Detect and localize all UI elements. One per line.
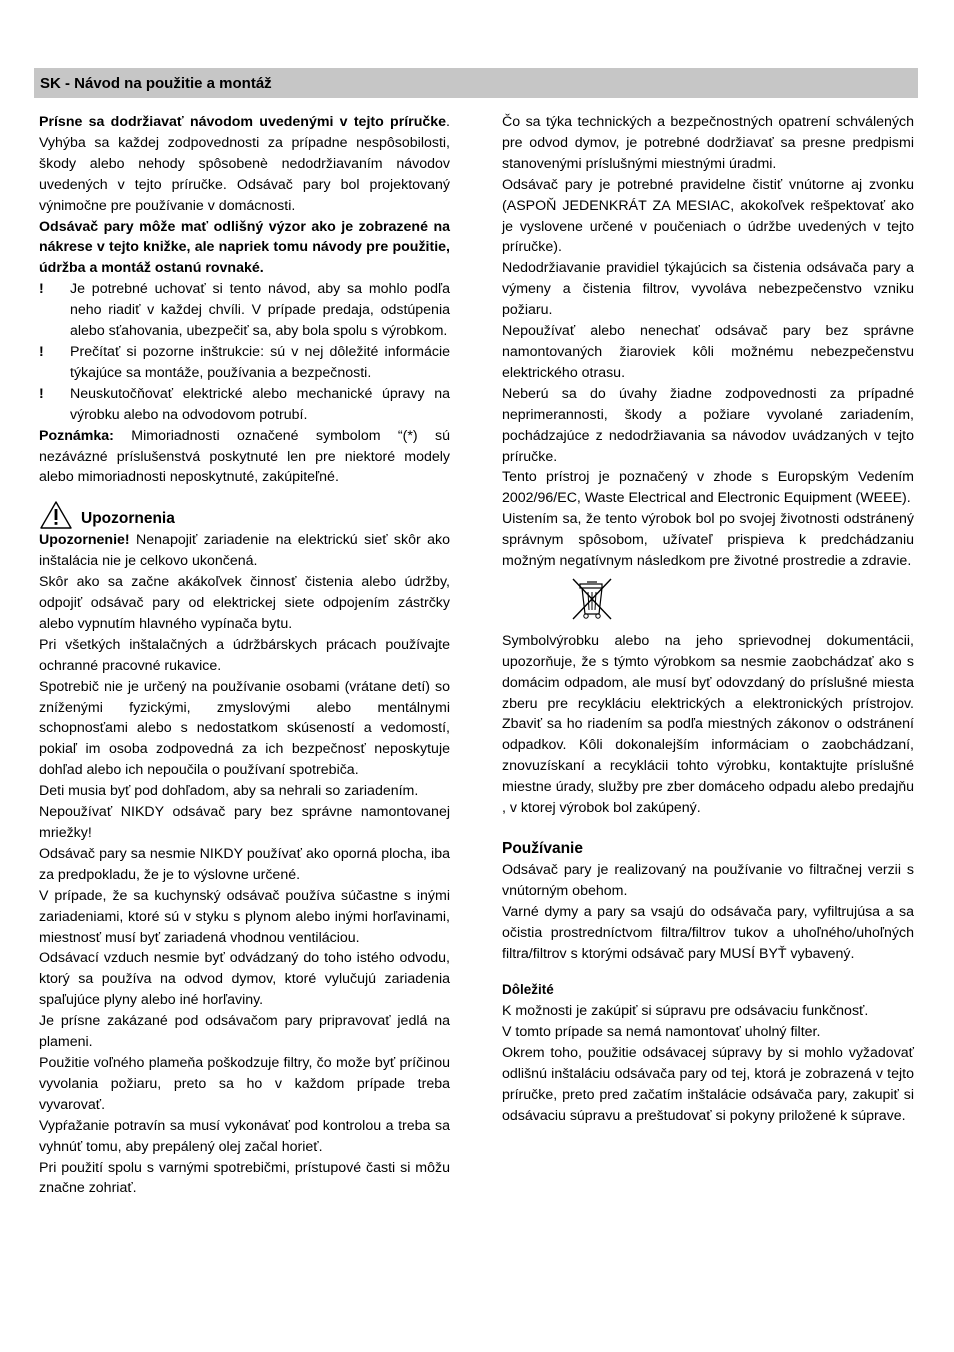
paragraph: Spotrebič nie je určený na používanie osobami (vrátane detí) so zníženými fyzickými, zmyslovými alebo mentálnymi schopnosťami alebo s nedostatkom skúseností a vedomostí, pokiaľ im osoba zodpovedná za ich bezpečnosť neposkytuje dohľad alebo ich nepoučila o používaní spotrebiča. <box>39 678 450 779</box>
paragraph: Nepoužívať alebo nenechať odsávač pary bez správne namontovaných žiaroviek kôli možnému nebezpečenstvu elektrického otrasu. <box>502 323 914 381</box>
exclamation-icon: ! <box>39 385 44 402</box>
list-item-text: Prečítať si pozorne inštrukcie: sú v nej dôležité informácie týkajúce sa montáže, používania a bezpečnosti. <box>70 343 450 381</box>
list-item-text: Neuskutočňovať elektrické alebo mechanické úpravy na výrobku alebo na odvodovom potrubí. <box>70 385 450 423</box>
warning-triangle-icon <box>39 500 73 530</box>
paragraph: Nedodržiavanie pravidiel týkajúcich sa čistenia odsávača pary a výmeny a čistenia filtrov, vyvoláva nebezpečenstvo vzniku požiaru. <box>502 260 914 319</box>
paragraph: Vypŕažanie potravín sa musí vykonávať pod kontrolou a treba sa vyhnúť tomu, aby prepálený olej začal horieť. <box>39 1117 450 1155</box>
symbol-text: výrobku alebo na jeho sprievodnej dokumentácii, upozorňuje, že s týmto výrobkom sa nesmie zaobchádzať ako s domácim odpadom, ale musí byť odovzdaný do príslušné miesta zberu pre recykláciu elektrických a elektronických prístrojov. Zbaviť sa ho riadením sa podľa miestných zákonov o odstránení odpadkov. Kôli dokonalejším informáciam o zaobchádzaní, znovuzískaní a recyklácii tohto výrobku, kontaktujte príslušné miestne úrady, služby pre zber domáceho odpadu alebo predajňu , v ktorej výrobok bol zakúpený. <box>502 632 914 817</box>
crossed-bin-icon <box>570 576 914 629</box>
warnings-heading: Upozornenia <box>81 510 175 528</box>
paragraph: Odsávací vzduch nesmie byť odvádzaný do toho istého odvodu, ktorý sa používa na odvod dymov, ktoré vylučujú zariadenia spaľujúce plyny alebo iné horľaviny. <box>39 950 450 1009</box>
appearance-note: Odsávač pary môže mať odlišný výzor ako je zobrazené na nákrese v tejto knižke, ale napriek tomu návody pre použitie, údržba a montáž ostanú rovnaké. <box>39 218 450 277</box>
warning-label: Upozornenie! <box>39 532 130 549</box>
list-item <box>39 384 450 426</box>
section-title: SK - Návod na použitie a montáž <box>40 75 272 92</box>
intro-paragraph <box>39 112 450 217</box>
paragraph: Varné dymy a pary sa vsajú do odsávača pary, vyfiltrujúsa a sa očistia prostredníctvom filtra/filtrov tukov a uhoľného/uhoľných filtra/filtrov s ktorými odsávač pary MUSÍ BYŤ vybavený. <box>502 903 914 962</box>
warning-text: Nenapojiť zariadenie na elektrickú sieť skôr ako inštalácia nie je celkovo ukončená. <box>39 532 450 570</box>
paragraph: Nepoužívať NIKDY odsávač pary bez správne namontovanej mriežky! <box>39 804 450 841</box>
symbol-word: Symbol <box>502 632 550 649</box>
paragraph: Uistením sa, že tento výrobok bol po svojej životnosti odstránený správnym spôsobom, užívateľ prispieva k predchádzaniu možným negatívnym následkom pre životné prostredie a zdravie. <box>502 511 914 570</box>
exclamation-icon: ! <box>39 343 44 360</box>
paragraph: Skôr ako sa začne akákoľvek činnosť čistenia alebo údržby, odpojiť odsávač pary od elektrickej siete odpojením zástrčky alebo vypnutím hlavného vypínača bytu. <box>39 574 450 632</box>
list-item <box>39 342 450 384</box>
paragraph: Odsávač pary je realizovaný na používanie vo filtračnej verzii s vnútorným obehom. <box>502 861 914 899</box>
paragraph: Čo sa týka technických a bezpečnostných opatrení schválených pre odvod dymov, je potrebné dodržiavať sa presne predpismi stanovenými príslušnými miestnými úradmi. <box>502 114 914 172</box>
right-column <box>502 112 914 1127</box>
intro-bold: Prísne sa dodržiavať návodom uvedenými v tejto príručke <box>39 114 447 130</box>
poznamka-label: Poznámka: <box>39 427 114 444</box>
paragraph: V tomto prípade sa nemá namontovať uholný filter. <box>502 1024 821 1041</box>
paragraph: Okrem toho, použitie odsávacej súpravy by si mohlo vyžadovať odlišnú inštaláciu odsávača pary od tej, ktorá je zobrazená v tejto príručke, preto pred začatím inštalácie odsávača pary, zakupiť si odsávaciu súpravu a preštudovať si pokyny priložené k súprave. <box>502 1045 914 1124</box>
warnings-heading-row <box>39 500 450 530</box>
section-header <box>34 68 918 98</box>
warning-paragraph <box>39 530 450 572</box>
paragraph: K možnosti je zakúpiť si súpravu pre odsávaciu funkčnosť. <box>502 1003 869 1020</box>
paragraph: Pri všetkých inštalačných a údržbárskych prácach používajte ochranné pracovné rukavice. <box>39 636 450 674</box>
intro-rest: . Vyhýba sa každej zodpovednosti za prípadne nespôsobilosti, škody alebo nehody spôsobenè nedodržiavaním návodov uvedených v tejto príručke. Odsávač pary bol projektovaný výnimočne pre používanie v domácnosti. <box>39 114 450 214</box>
paragraph: Odsávač pary sa nesmie NIKDY používať ako oporná plocha, iba za predpokladu, že je to výslovne určené. <box>39 845 450 883</box>
list-item <box>39 279 450 342</box>
paragraph: V prípade, že sa kuchynský odsávač používa súčastne s inými zariadeniami, ktoré sú v styku s plynom alebo inými horľavinami, miestnosť musí byť zariadená vhodnou ventiláciou. <box>39 887 450 946</box>
paragraph: Použitie voľného plameňa poškodzuje filtry, čo može byť príčinou vyvolania požiaru, preto sa ho v každom prípade treba vyvarovať. <box>39 1054 450 1113</box>
paragraph: Tento prístroj je poznačený v zhode s Europským Vedením 2002/96/EC, Waste Electrical and Electronic Equipment (WEEE). <box>502 469 914 507</box>
poznamka-paragraph <box>39 426 450 489</box>
exclamation-icon: ! <box>39 281 44 298</box>
important-heading: Dôležité <box>502 982 554 998</box>
paragraph: Je prísne zakázané pod odsávačom pary pripravovať jedlá na plameni. <box>39 1013 450 1051</box>
paragraph: Odsávač pary je potrebné pravidelne čistiť vnútorne aj zvonku (ASPOŇ JEDENKRÁT ZA MESIAC, akokoľvek rešpektovať ako je vyslovene určené v poučeniach o údržbe uvedených v tejto príručke). <box>502 176 914 256</box>
left-column <box>39 112 450 1199</box>
usage-heading: Používanie <box>502 840 583 857</box>
paragraph: Pri použití spolu s varnými spotrebičmi, prístupové časti si môžu značne zohriať. <box>39 1159 450 1197</box>
paragraph: Neberú sa do úvahy žiadne zodpovednosti za prípadné neprimerannosti, škody a požiare vyvolané zariadením, pochádzajúce z nedodržiavania sa návodov uvádzaných v tejto príručke. <box>502 385 914 465</box>
paragraph: Deti musia byť pod dohľadom, aby sa nehrali so zariadením. <box>39 783 419 800</box>
list-item-text: Je potrebné uchovať si tento návod, aby sa mohlo podľa neho riadiť v každej chvíli. V prípade predaja, odstúpenia alebo sťahovania, ubezpečiť sa, aby bola spolu s výrobkom. <box>70 281 450 340</box>
poznamka-text: Mimoriadnosti označené symbolom “(*) sú nezávázné príslušenstvá poskytnuté len pre niektoré modely alebo mimoriadnosti neposkytnuté, zakúpiteľné. <box>39 427 450 486</box>
symbol-paragraph <box>502 631 914 819</box>
